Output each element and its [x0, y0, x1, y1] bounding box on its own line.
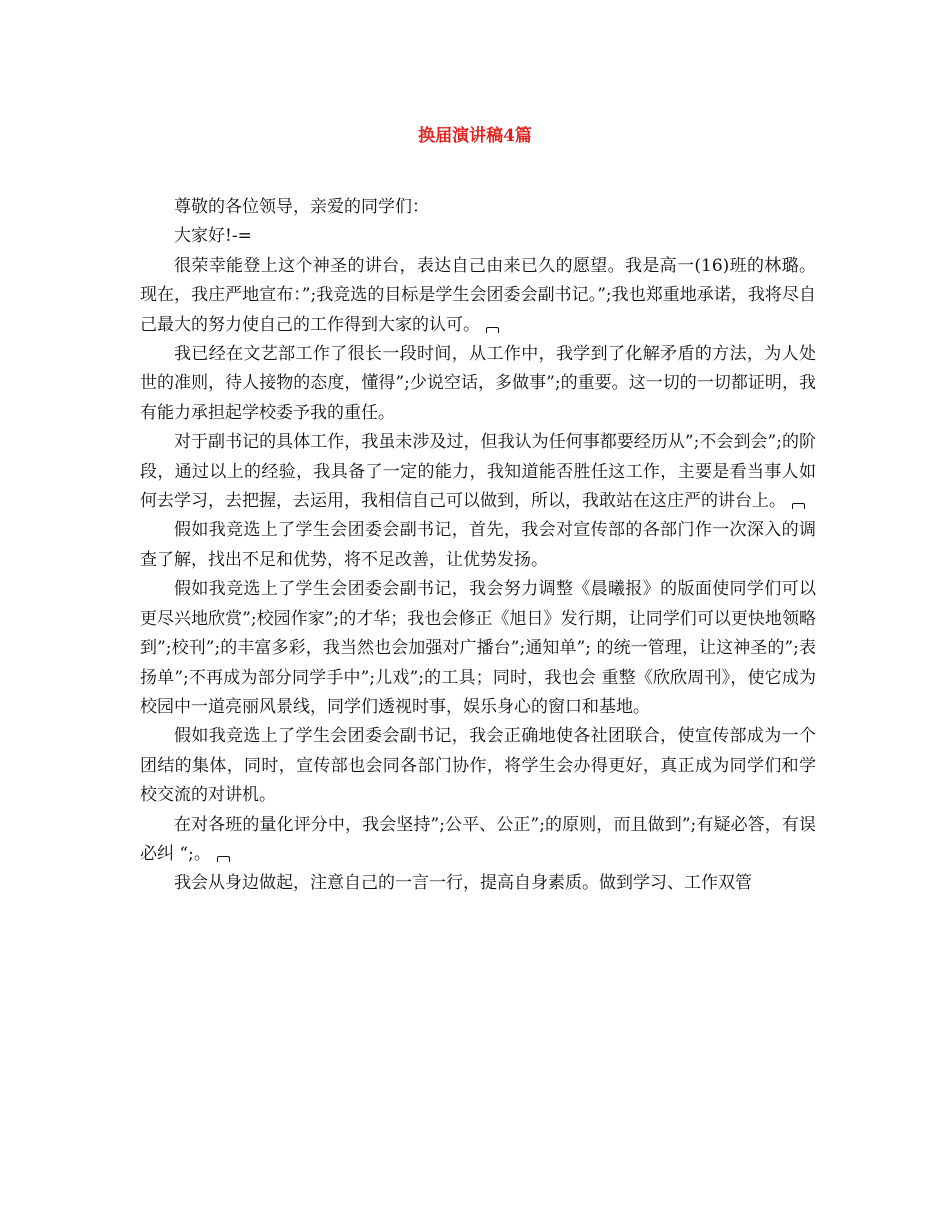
line-break-mark-icon [217, 856, 230, 862]
paragraph-text: 假如我竞选上了学生会团委会副书记，我会正确地使各社团联合，使宣传部成为一个团结的集体，同时，宣传部也会同各部门协作，将学生会办得更好，真正成为同学们和学校交流的对讲机。 [140, 726, 816, 806]
paragraph-text: 在对各班的量化评分中，我会坚持”;公平、公正”;的原则，而且做到”;有疑必答，有误必纠 “;。 [140, 814, 816, 864]
document-title: 换届演讲稿4篇 [418, 126, 532, 146]
paragraph [140, 193, 816, 222]
paragraph [140, 811, 816, 870]
paragraph [140, 516, 816, 575]
paragraph [140, 340, 816, 428]
paragraph-text: 尊敬的各位领导，亲爱的同学们： [174, 197, 429, 217]
paragraph-text: 假如我竞选上了学生会团委会副书记，首先，我会对宣传部的各部门作一次深入的调查了解，找出不足和优势，将不足改善，让优势发扬。 [140, 520, 816, 570]
line-break-mark-icon [792, 503, 805, 509]
paragraph-text: 假如我竞选上了学生会团委会副书记，我会努力调整《晨曦报》的版面使同学们可以更尽兴地欣赏”;校园作家”;的才华；我也会修正《旭日》发行期，让同学们可以更快地领略到”;校刊”;的丰富多彩，我当然也会加强对广播台”;通知单”; 的统一管理，让这神圣的”;表扬单”;不再成为部分同学手中”;儿戏”;的工具；同时，我也会 重整《欣欣周刊》，使它成为校园中一道亮丽风景线，同学们透视时事，娱乐身心的窗口和基地。 [140, 579, 816, 717]
paragraph-text: 我会从身边做起，注意自己的一言一行，提高自身素质。做到学习、工作双管 [174, 873, 752, 894]
paragraph-text: 很荣幸能登上这个神圣的讲台，表达自己由来已久的愿望。我是高一(16)班的林璐。现在，我庄严地宣布：”;我竞选的目标是学生会团委会副书记。”;我也郑重地承诺，我将尽自己最大的努力使自己的工作得到大家的认可。 [140, 255, 816, 335]
paragraph [140, 222, 816, 251]
paragraph [140, 722, 816, 810]
paragraph-text: 大家好!-= [174, 226, 252, 247]
document-body [140, 193, 816, 899]
paragraph [140, 252, 816, 340]
paragraph-text: 对于副书记的具体工作，我虽未涉及过，但我认为任何事都要经历从”;不会到会”;的阶段，通过以上的经验，我具备了一定的能力，我知道能否胜任这工作，主要是看当事人如何去学习，去把握，去运用，我相信自己可以做到，所以，我敢站在这庄严的讲台上。 [140, 432, 816, 512]
line-break-mark-icon [486, 327, 499, 333]
paragraph [140, 428, 816, 516]
paragraph-text: 我已经在文艺部工作了很长一段时间，从工作中，我学到了化解矛盾的方法，为人处世的准则，待人接物的态度，懂得”;少说空话，多做事”;的重要。这一切的一切都证明，我有能力承担起学校委予我的重任。 [140, 344, 816, 423]
paragraph [140, 869, 816, 898]
paragraph [140, 575, 816, 722]
